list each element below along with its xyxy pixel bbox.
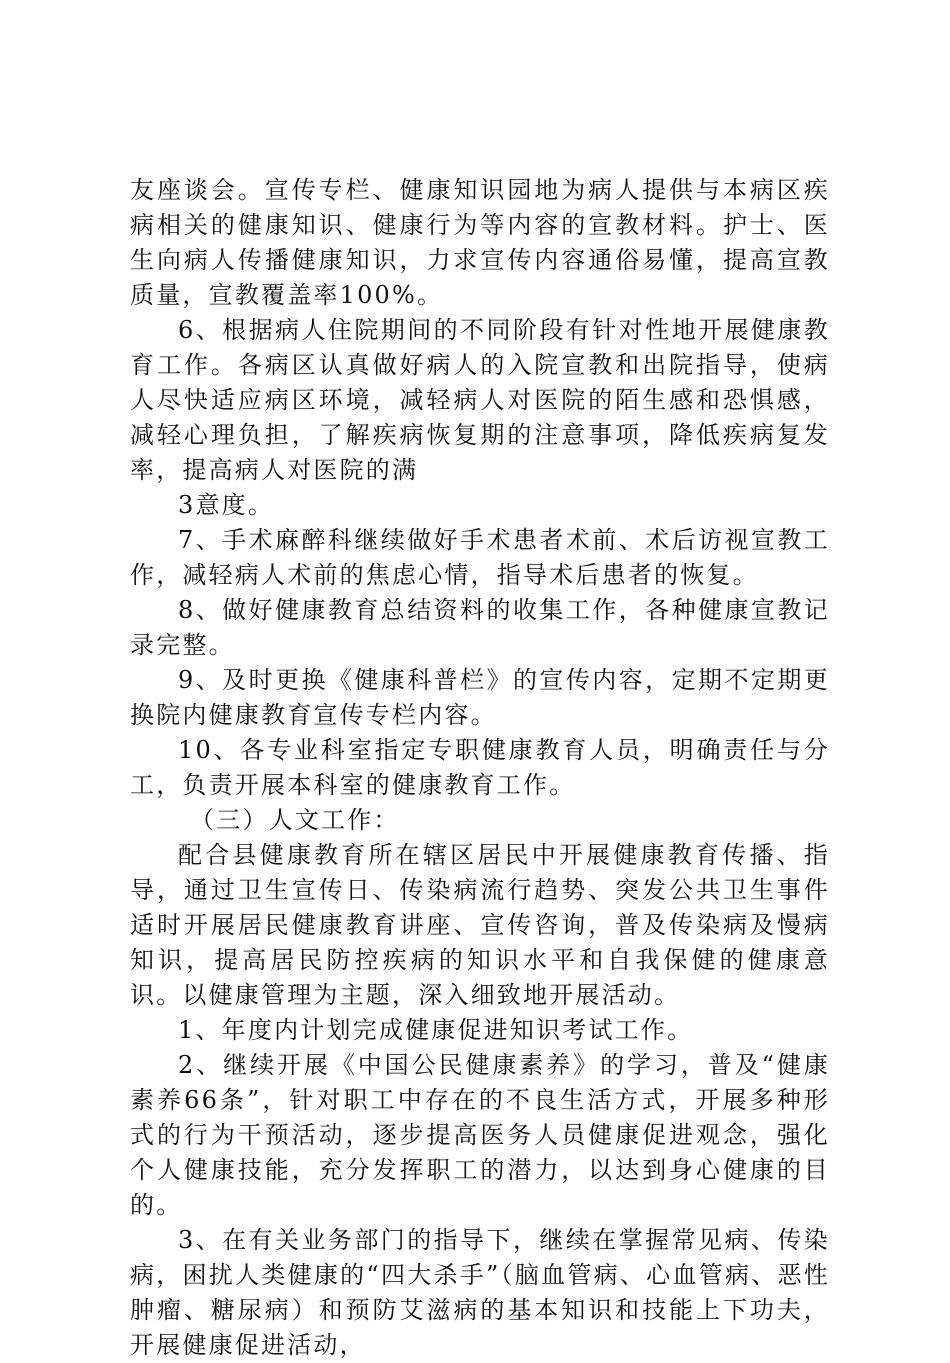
paragraph-item-1: 1、年度内计划完成健康促进知识考试工作。	[178, 1016, 694, 1044]
paragraph-section-intro: 配合县健康教育所在辖区居民中开展健康教育传播、指导，通过卫生宣传日、传染病流行趋势、突发公共卫生事件适时开展居民健康教育讲座、宣传咨询，普及传染病及慢病知识，提高居民防控疾病的知识水平和自我保健的健康意识。以健康管理为主题，深入细致地开展活动。	[130, 841, 830, 1009]
paragraph-item-6: 6、根据病人住院期间的不同阶段有针对性地开展健康教育工作。各病区认真做好病人的入院宣教和出院指导，使病人尽快适应病区环境，减轻病人对医院的陌生感和恐惧感，减轻心理负担，了解疾病恢复期的注意事项，降低疾病复发率，提高病人对医院的满	[130, 316, 830, 484]
paragraph-page-break: 3意度。	[178, 491, 275, 519]
paragraph-item-10: 10、各专业科室指定专职健康教育人员，明确责任与分工，负责开展本科室的健康教育工作。	[130, 736, 830, 799]
paragraph-item-8: 8、做好健康教育总结资料的收集工作，各种健康宣教记录完整。	[130, 596, 830, 659]
document-body	[130, 173, 830, 1363]
paragraph-item-3: 3、在有关业务部门的指导下，继续在掌握常见病、传染病，困扰人类健康的“四大杀手”（脑血管病、心血管病、恶性肿瘤、糖尿病）和预防艾滋病的基本知识和技能上下功夫，开展健康促进活动，	[130, 1226, 830, 1359]
paragraph-item-2: 2、继续开展《中国公民健康素养》的学习，普及“健康素养66条”，针对职工中存在的不良生活方式，开展多种形式的行为干预活动，逐步提高医务人员健康促进观念，强化个人健康技能，充分发挥职工的潜力，以达到身心健康的目的。	[130, 1051, 830, 1219]
paragraph-item-7: 7、手术麻醉科继续做好手术患者术前、术后访视宣教工作，减轻病人术前的焦虑心情，指导术后患者的恢复。	[130, 526, 830, 589]
section-heading: （三）人文工作：	[190, 806, 400, 834]
paragraph-continuation: 友座谈会。宣传专栏、健康知识园地为病人提供与本病区疾病相关的健康知识、健康行为等内容的宣教材料。护士、医生向病人传播健康知识，力求宣传内容通俗易懂，提高宣教质量，宣教覆盖率100%。	[130, 176, 830, 309]
paragraph-item-9: 9、及时更换《健康科普栏》的宣传内容，定期不定期更换院内健康教育宣传专栏内容。	[130, 666, 830, 729]
